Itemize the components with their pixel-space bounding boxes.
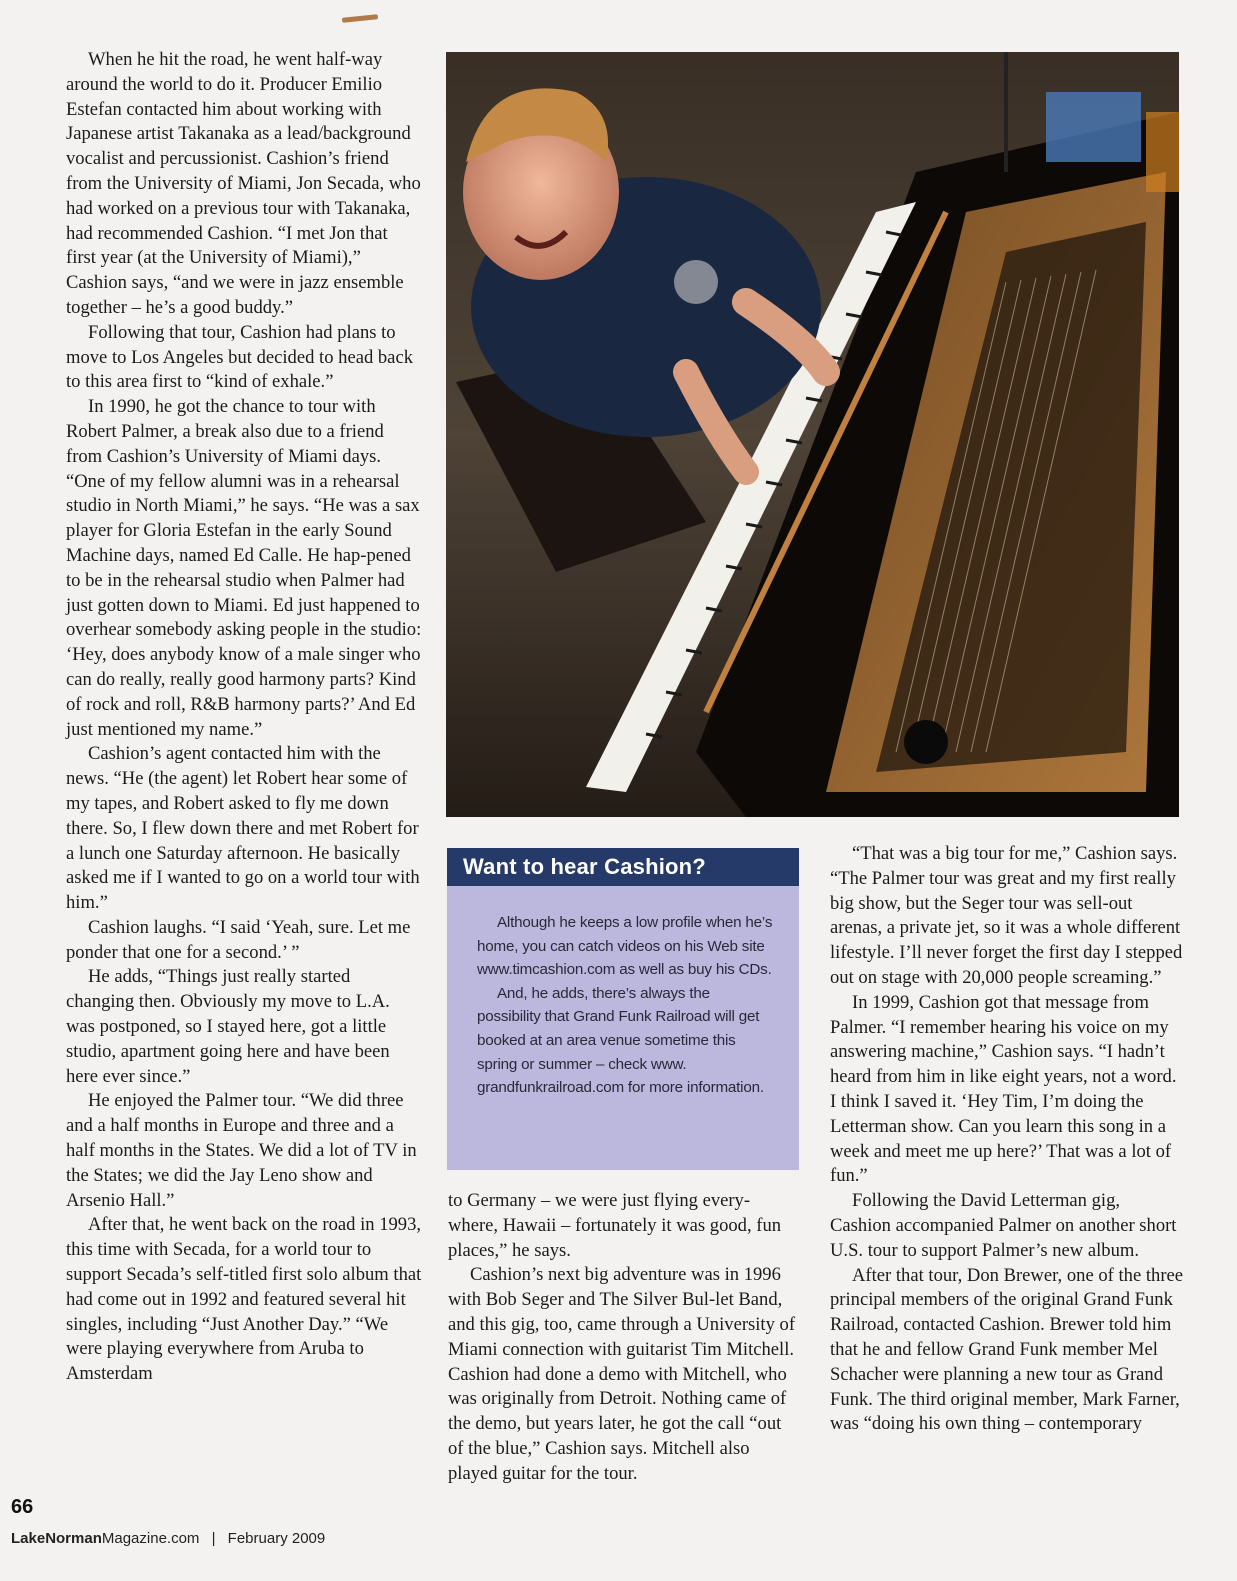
paragraph: Cashion laughs. “I said ‘Yeah, sure. Let me ponder that one for a second.’ ” xyxy=(66,916,411,963)
paragraph: He adds, “Things just really started changing then. Obviously my move to L.A. was postponed, so I stayed here, got a little studio, apartment going here and have been here ever since.” xyxy=(66,966,390,1087)
article-column-3 xyxy=(830,842,1184,1437)
paragraph: Following the David Letterman gig, Cashion accompanied Palmer on another short U.S. tour to support Palmer’s new album. xyxy=(830,1190,1177,1261)
piano-photo xyxy=(446,52,1179,817)
paragraph: “That was a big tour for me,” Cashion says. “The Palmer tour was great and my first really big show, but the Seger tour was sell-out arenas, a private jet, so it was a whole different lifestyle. I’ll never forget the first day I stepped out on stage with 20,000 people screaming.” xyxy=(830,843,1183,988)
sidebar-body xyxy=(447,886,799,1170)
issue-date: February 2009 xyxy=(227,1530,326,1547)
sidebar-paragraph: And, he adds, there’s always the possibility that Grand Funk Railroad will get booked at an area venue sometime this spring or summer – check www. grandfunkrailroad.com for more information. xyxy=(477,984,764,1097)
footer-credit xyxy=(11,1530,325,1547)
paragraph: After that, he went back on the road in 1993, this time with Secada, for a world tour to support Secada’s self-titled first solo album that had come out in 1992 and featured several hit singles, including “Just Another Day.” “We were playing everywhere from Aruba to Amsterdam xyxy=(66,1214,422,1385)
paragraph: Following that tour, Cashion had plans to move to Los Angeles but decided to head back to this area first to “kind of exhale.” xyxy=(66,321,413,393)
paragraph: Cashion’s agent contacted him with the news. “He (the agent) let Robert hear some of my tapes, and Robert asked to fly me down there. So, I flew down there and met Robert for a lunch one Saturday afternoon. He basically asked me if I wanted to go on a world tour with him.” xyxy=(66,743,420,914)
sidebar-box xyxy=(447,848,799,1170)
paragraph: In 1990, he got the chance to tour with Robert Palmer, a break also due to a friend from Cashion’s University of Miami days. “One of my fellow alumni was in a rehearsal studio in North Miami,” he says. “He was a sax player for Gloria Estefan in the early Sound Machine days, named Ed Calle. He hap-pened to be in the rehearsal studio when Palmer had just gotten down to Miami. Ed just happened to overhear somebody asking people in the studio: ‘Hey, does anybody know of a male singer who can do really, really good harmony parts? Kind of rock and roll, R&B harmony parts?’ And Ed just mentioned my name.” xyxy=(66,396,422,740)
sidebar-paragraph: Although he keeps a low profile when he’s home, you can catch videos on his Web site www.timcashion.com as well as buy his CDs. xyxy=(477,914,773,979)
footer-separator: | xyxy=(211,1530,216,1547)
paragraph: In 1999, Cashion got that message from Palmer. “I remember hearing his voice on my answering machine,” Cashion says. “I hadn’t heard from him in like eight years, not a word. I think I saved it. ‘Hey Tim, I’m doing the Letterman show. Can you learn this song in a week and meet me up here?’ That was a lot of fun.” xyxy=(830,991,1177,1187)
paragraph: After that tour, Don Brewer, one of the three principal members of the original Grand Funk Railroad, contacted Cashion. Brewer told him that he and fellow Grand Funk member Mel Schacher were planning a new tour as Grand Funk. The third original member, Mark Farner, was “doing his own thing – contemporary xyxy=(830,1264,1184,1435)
scan-mark xyxy=(342,14,378,23)
brand-domain: Magazine.com xyxy=(101,1530,200,1547)
sidebar-title: Want to hear Cashion? xyxy=(447,848,799,886)
article-column-1 xyxy=(66,48,422,1387)
article-column-2 xyxy=(448,1189,798,1487)
paragraph: Cashion’s next big adventure was in 1996 with Bob Seger and The Silver Bul-let Band, and this gig, too, came through a University of Miami connection with guitarist Tim Mitchell. Cashion had done a demo with Mitchell, who was originally from Detroit. Nothing came of the demo, but years later, he got the call “out of the blue,” Cashion says. Mitchell also played guitar for the tour. xyxy=(448,1264,796,1484)
paragraph: to Germany – we were just flying every-where, Hawaii – fortunately it was good, fun places,” he says. xyxy=(448,1190,782,1261)
page-number: 66 xyxy=(11,1496,34,1518)
paragraph: He enjoyed the Palmer tour. “We did three and a half months in Europe and three and a half months in the States. We did a lot of TV in the States; we did the Jay Leno show and Arsenio Hall.” xyxy=(66,1090,417,1211)
paragraph: When he hit the road, he went half-way around the world to do it. Producer Emilio Estefan contacted him about working with Japanese artist Takanaka as a lead/background vocalist and percussionist. Cashion’s friend from the University of Miami, Jon Secada, who had worked on a previous tour with Takanaka, had recommended Cashion. “I met Jon that first year (at the University of Miami),” Cashion says, “and we were in jazz ensemble together – he’s a good buddy.” xyxy=(66,49,421,318)
brand-name: LakeNorman xyxy=(11,1530,102,1547)
